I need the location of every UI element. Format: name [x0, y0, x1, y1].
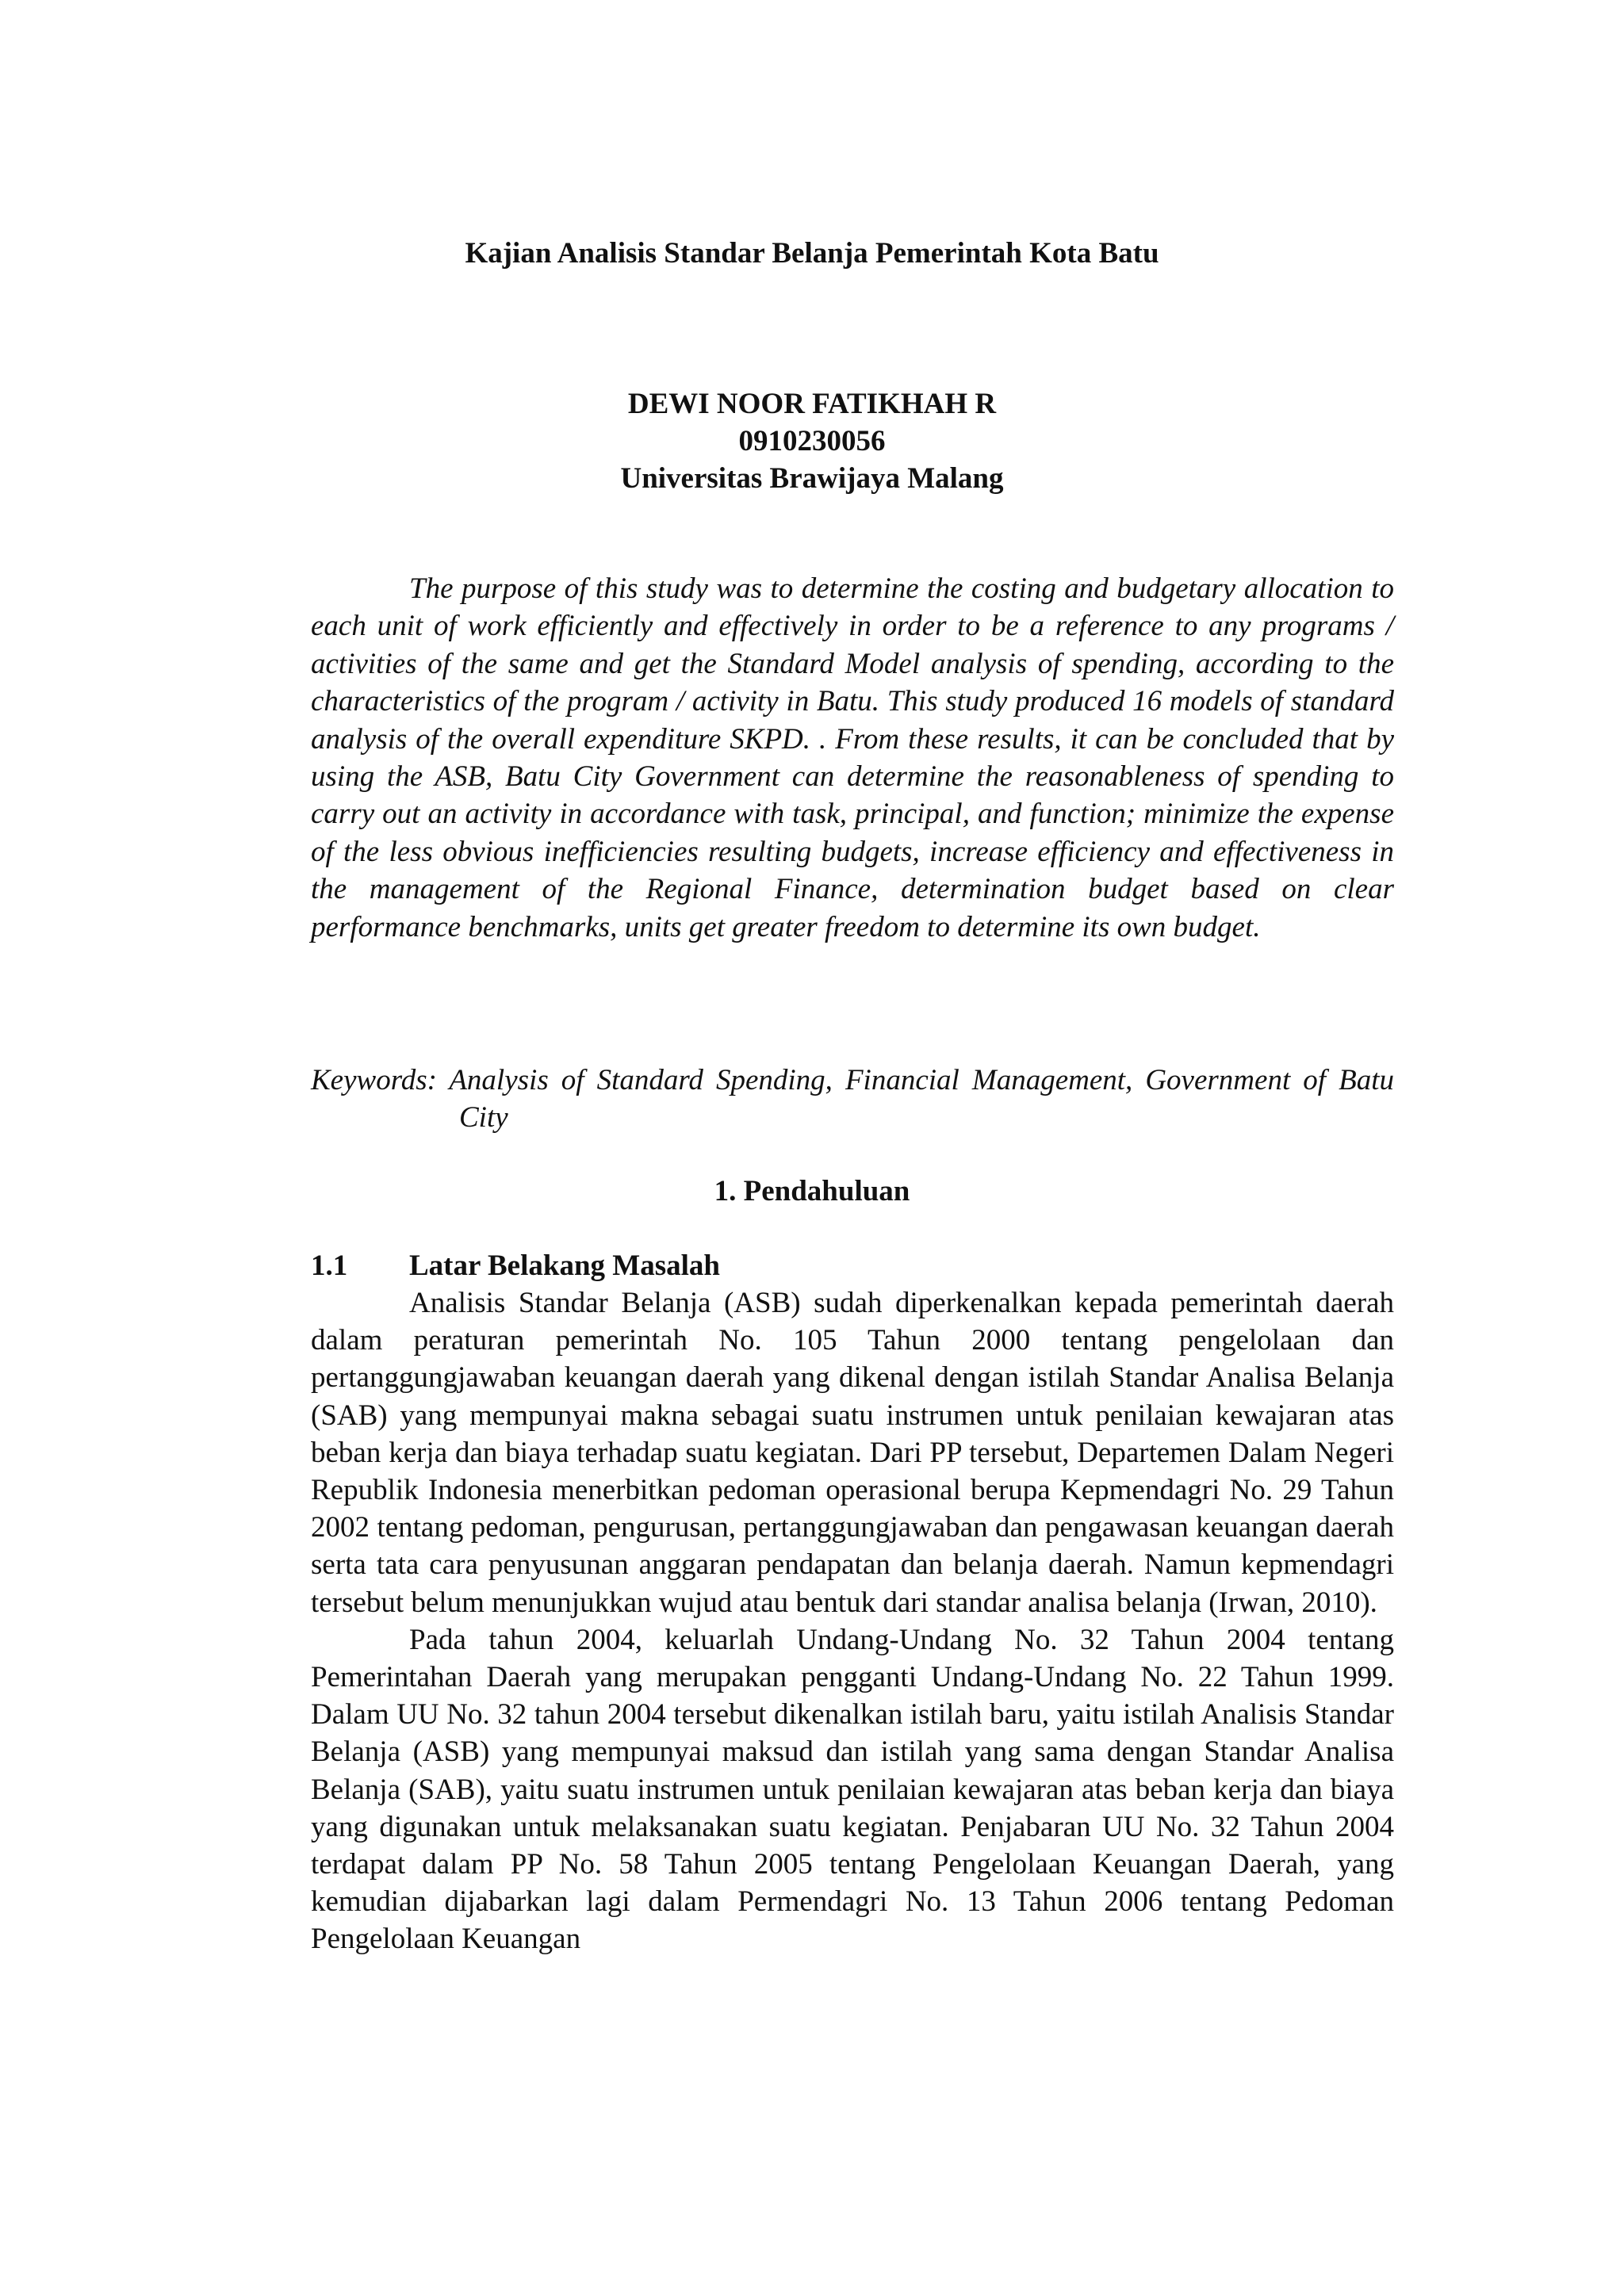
keywords: Keywords: Analysis of Standard Spending, Financial Management, Government of Batu City	[311, 1064, 1394, 1134]
body-paragraph-1: Analisis Standar Belanja (ASB) sudah diperkenalkan kepada pemerintah daerah dalam peraturan pemerintah No. 105 Tahun 2000 tentang pengelolaan dan pertanggungjawaban keuangan daerah yang dikenal dengan istilah Standar Analisa Belanja (SAB) yang mempunyai makna sebagai suatu instrumen untuk penilaian kewajaran atas beban kerja dan biaya terhadap suatu kegiatan. Dari PP tersebut, Departemen Dalam Negeri Republik Indonesia menerbitkan pedoman operasional berupa Kepmendagri No. 29 Tahun 2002 tentang pedoman, pengurusan, pertanggungjawaban dan pengawasan keuangan daerah serta tata cara penyusunan anggaran pendapatan dan belanja daerah. Namun kepmendagri tersebut belum menunjukkan wujud atau bentuk dari standar analisa belanja (Irwan, 2010).	[311, 1287, 1394, 1619]
author-institution: Universitas Brawijaya Malang	[620, 462, 1004, 495]
section-heading: 1. Pendahuluan	[714, 1175, 910, 1207]
subsection-number: 1.1	[311, 1249, 348, 1282]
body-paragraph-2: Pada tahun 2004, keluarlah Undang-Undang No. 32 Tahun 2004 tentang Pemerintahan Daerah yang merupakan pengganti Undang-Undang No. 22 Tahun 1999. Dalam UU No. 32 tahun 2004 tersebut dikenalkan istilah baru, yaitu istilah Analisis Standar Belanja (ASB) yang mempunyai maksud dan istilah yang sama dengan Standar Analisa Belanja (SAB), yaitu suatu instrumen untuk penilaian kewajaran atas beban kerja dan biaya yang digunakan untuk melaksanakan suatu kegiatan. Penjabaran UU No. 32 Tahun 2004 terdapat dalam PP No. 58 Tahun 2005 tentang Pengelolaan Keuangan Daerah, yang kemudian dijabarkan lagi dalam Permendagri No. 13 Tahun 2006 tentang Pedoman Pengelolaan Keuangan	[311, 1623, 1394, 1956]
body-text	[311, 1284, 1394, 1958]
author-block	[0, 385, 1624, 497]
abstract: The purpose of this study was to determine the costing and budgetary allocation to each unit of work efficiently and effectively in order to be a reference to any programs / activities of the same and get the Standard Model analysis of spending, according to the characteristics of the program / activity in Batu. This study produced 16 models of standard analysis of the overall expenditure SKPD. . From these results, it can be concluded that by using the ASB, Batu City Government can determine the reasonableness of spending to carry out an activity in accordance with task, principal, and function; minimize the expense of the less obvious inefficiencies resulting budgets, increase efficiency and effectiveness in the management of the Regional Finance, determination budget based on clear performance benchmarks, units get greater freedom to determine its own budget.	[311, 572, 1394, 943]
author-name: DEWI NOOR FATIKHAH R	[627, 388, 997, 420]
subsection-heading	[311, 1247, 720, 1285]
paper-title: Kajian Analisis Standar Belanja Pemerintah Kota Batu	[465, 237, 1159, 270]
author-student-id: 0910230056	[738, 425, 886, 457]
subsection-title: Latar Belakang Masalah	[409, 1249, 720, 1282]
